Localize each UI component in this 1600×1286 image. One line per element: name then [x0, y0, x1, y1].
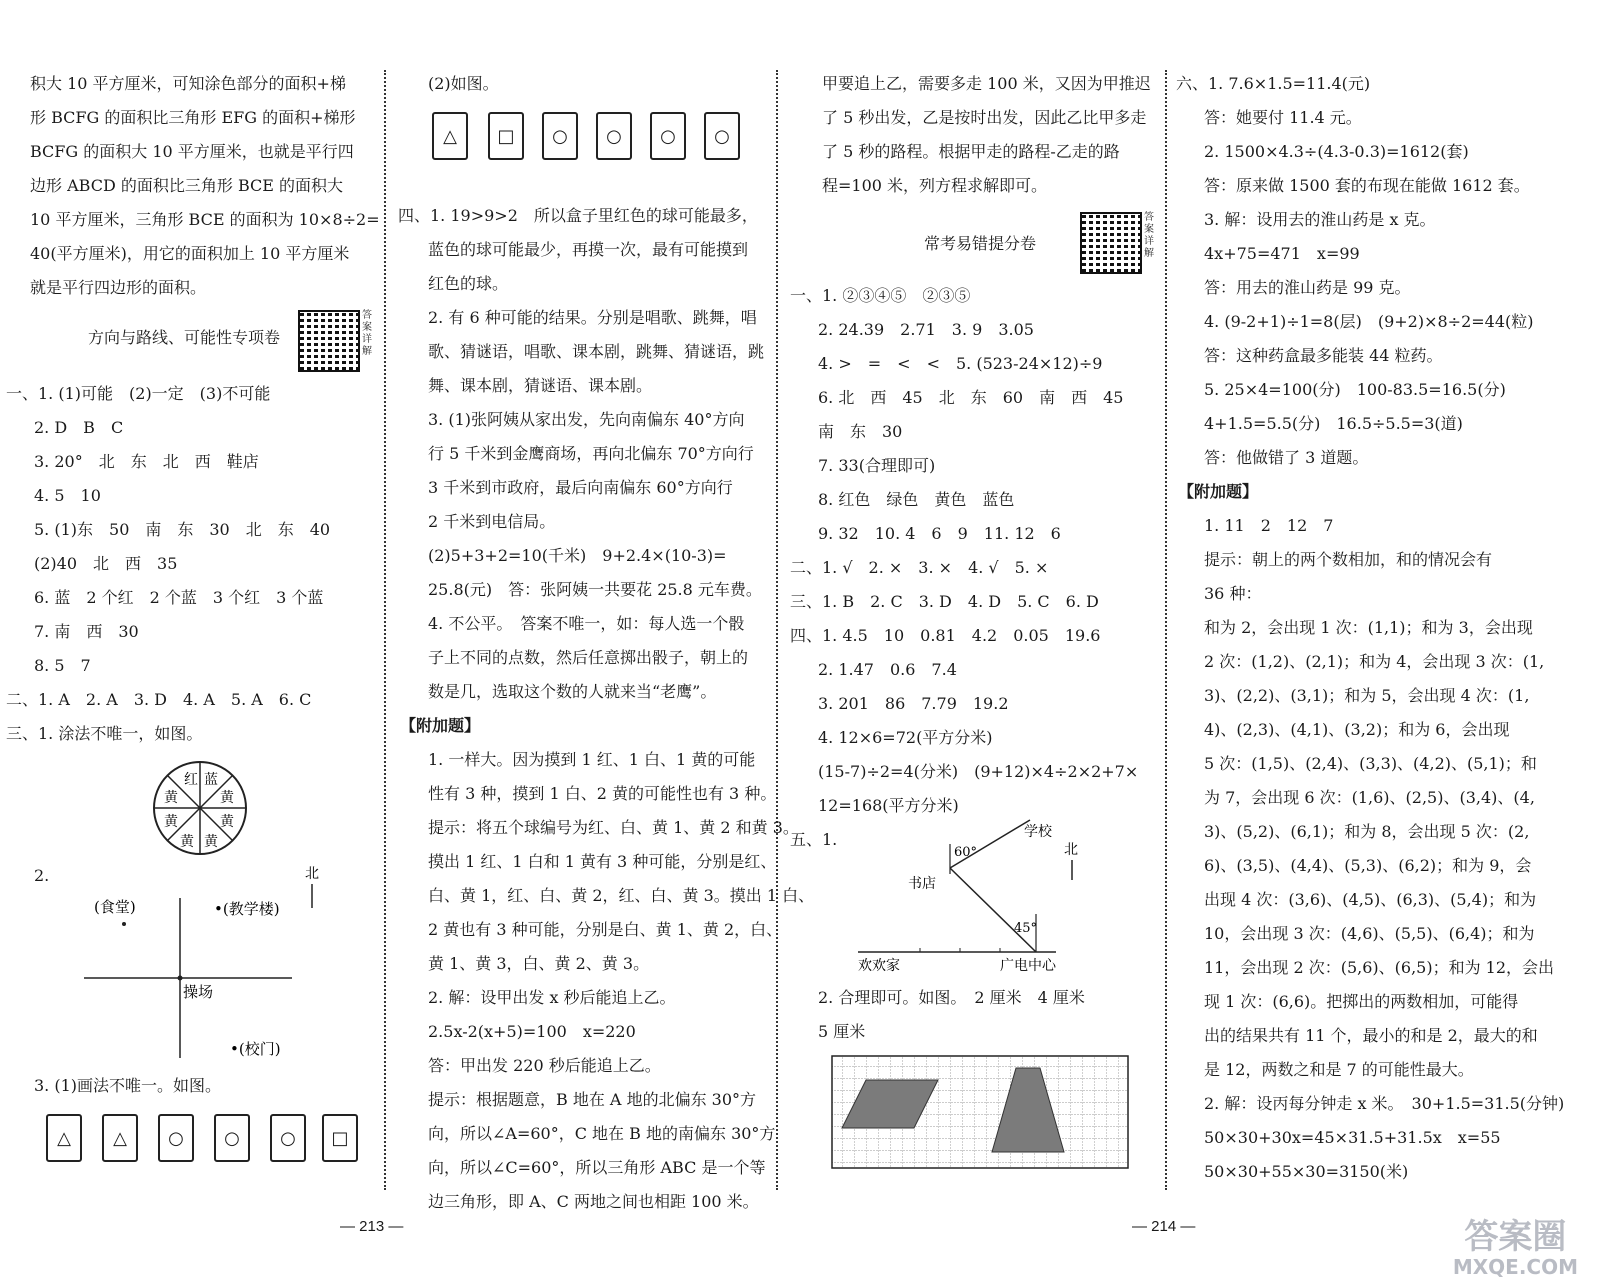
answer-line: 2. 1500×4.3÷(4.3-0.3)=1612(套) [1204, 142, 1469, 161]
hint-line: 2 次：(1,2)、(2,1)；和为 4，会出现 3 次：(1, [1204, 652, 1545, 671]
answer-line: 2. 解：设丙每分钟走 x 米。 30+1.5=31.5(分钟) [1204, 1094, 1565, 1113]
pie-label: 黄 [220, 814, 234, 830]
answer-line: 3 千米到市政府，最后向南偏东 60°方向行 [428, 478, 733, 497]
hint-line: 白、黄 1，红、白、黄 2，红、白、黄 3。摸出 1 白、 [428, 886, 815, 905]
bonus-heading: 【附加题】 [1178, 482, 1259, 501]
answer-line: 六、1. 7.6×1.5=11.4(元) [1176, 74, 1371, 93]
hint-line: 提示：朝上的两个数相加，和的情况会有 [1204, 550, 1493, 569]
hint-line: 现 1 次：(6,6)。把掷出的两数相加，可能得 [1204, 992, 1519, 1011]
pie-label: 黄 [164, 790, 178, 806]
answer-line: 2. 合理即可。如图。 2 厘米 4 厘米 [818, 988, 1085, 1007]
column-divider [1165, 70, 1167, 1190]
answer-line: 歌、猜谜语，唱歌、课本剧，跳舞、猜谜语，跳 [428, 342, 765, 361]
pie-label: 黄 [164, 814, 178, 830]
answer-line: 6. 蓝 2 个红 2 个蓝 3 个红 3 个蓝 [34, 588, 324, 607]
hint-line: 3)、(5,2)、(6,1)；和为 8，会出现 5 次：(2, [1204, 822, 1530, 841]
answer-line: 5 厘米 [818, 1022, 866, 1041]
answer-line: 2.5x-2(x+5)=100 x=220 [428, 1022, 636, 1041]
hint-line: 3)、(2,2)、(3,1)；和为 5，会出现 4 次：(1, [1204, 686, 1530, 705]
gate-label: •(校门) [230, 1040, 281, 1058]
answer-line: 二、1. A 2. A 3. D 4. A 5. A 6. C [6, 690, 312, 709]
section-title: 常考易错提分卷 [924, 234, 1037, 253]
text-line: 了 5 秒的路程。根据甲走的路程-乙走的路 [822, 142, 1120, 161]
hint-line: 10，会出现 3 次：(4,6)、(5,5)、(6,4)；和为 [1204, 924, 1535, 943]
text-line: 了 5 秒出发，乙是按时出发，因此乙比甲多走 [822, 108, 1147, 127]
hint-line: 向，所以∠C=60°，所以三角形 ABC 是一个等 [428, 1158, 766, 1177]
canteen-label: (食堂) [94, 898, 136, 916]
answer-line: 2 千米到电信局。 [428, 512, 556, 531]
teaching-building-label: •(教学楼) [214, 900, 280, 918]
answer-line: 四、1. 19>9>2 所以盒子里红色的球可能最多， [398, 206, 758, 225]
answer-line: 2. 24.39 2.71 3. 9 3.05 [818, 320, 1034, 339]
answer-line: 6. 北 西 45 北 东 60 南 西 45 [818, 388, 1124, 407]
school-label: 学校 [1024, 824, 1052, 840]
answer-line: 4. 不公平。 答案不唯一，如：每人选一个骰 [428, 614, 745, 633]
answer-line: 性有 3 种，摸到 1 白、2 黄的可能性也有 3 种。 [428, 784, 777, 803]
section-title: 方向与路线、可能性专项卷 [88, 328, 281, 347]
answer-line: 4. (9-2+1)÷1=8(层) (9+2)×8÷2=44(粒) [1204, 312, 1534, 331]
playground-label: 操场 [183, 983, 214, 1001]
answer-line: 4. 12×6=72(平方分米) [818, 728, 993, 747]
pie-label: 黄 [180, 834, 194, 850]
hint-line: 黄 1、黄 3，白、黄 2、黄 3。 [428, 954, 650, 973]
answer-line: (2)5+3+2=10(千米) 9+2.4×(10-3)= [428, 546, 727, 565]
answer-line: 答：用去的淮山药是 99 克。 [1204, 278, 1411, 297]
school-map-diagram [80, 862, 330, 1060]
north-label: 北 [305, 866, 319, 882]
page-number-left: — 213 — [340, 1218, 404, 1235]
answer-line: 50×30+30x=45×31.5+31.5x x=55 [1204, 1128, 1501, 1147]
hint-line: 提示：根据题意，B 地在 A 地的北偏东 30°方 [428, 1090, 757, 1109]
hint-line: 为 7，会出现 6 次：(1,6)、(2,5)、(3,4)、(4, [1204, 788, 1535, 807]
shape-card: △ [432, 112, 468, 160]
shape-card: ○ [596, 112, 632, 160]
answer-line: 9. 32 10. 4 6 9 11. 12 6 [818, 524, 1061, 543]
hint-line: 36 种： [1204, 584, 1262, 603]
shape-card: △ [102, 1114, 138, 1162]
hint-line: 2 黄也有 3 种可能，分别是白、黄 1、黄 2，白、 [428, 920, 783, 939]
text-line: 就是平行四边形的面积。 [30, 278, 207, 297]
angle-label: 60° [954, 845, 978, 860]
shape-card: □ [322, 1114, 358, 1162]
answer-line: 1. 一样大。因为摸到 1 红、1 白、1 黄的可能 [428, 750, 756, 769]
pie-label: 红 [184, 772, 198, 788]
answer-line: 答：原来做 1500 套的布现在能做 1612 套。 [1204, 176, 1530, 195]
hint-line: 摸出 1 红、1 白和 1 黄有 3 种可能，分别是红、 [428, 852, 777, 871]
shape-card: ○ [158, 1114, 194, 1162]
grid-shapes-diagram [830, 1054, 1130, 1170]
answer-line: 2. 1.47 0.6 7.4 [818, 660, 957, 679]
hint-line: 5 次：(1,5)、(2,4)、(3,3)、(4,2)、(5,1)；和 [1204, 754, 1537, 773]
answer-line: 4. > = < < 5. (523-24×12)÷9 [818, 354, 1103, 373]
shape-card: ○ [214, 1114, 250, 1162]
answer-line: 答：这种药盒最多能装 44 粒药。 [1204, 346, 1443, 365]
answer-line: 2. D B C [34, 418, 124, 437]
answer-line: 3. 解：设用去的淮山药是 x 克。 [1204, 210, 1436, 229]
answer-line: 1. 11 2 12 7 [1204, 516, 1334, 535]
answer-line: 8. 红色 绿色 黄色 蓝色 [818, 490, 1015, 509]
answer-line: 五、1. [790, 830, 838, 849]
answer-line: 答：甲出发 220 秒后能追上乙。 [428, 1056, 661, 1075]
watermark-logo: 答案圈 MXQE.COM [1452, 1217, 1578, 1279]
answer-line: 3. (1)张阿姨从家出发，先向南偏东 40°方向 [428, 410, 745, 429]
text-line: BCFG 的面积大 10 平方厘米，也就是平行四 [30, 142, 354, 161]
answer-line: 4. 5 10 [34, 486, 101, 505]
answer-line: 8. 5 7 [34, 656, 91, 675]
answer-line: 3. 201 86 7.79 19.2 [818, 694, 1009, 713]
answer-line: 一、1. ②③④⑤ ②③⑤ [790, 286, 971, 305]
answer-line: 4x+75=471 x=99 [1204, 244, 1360, 263]
shape-card: △ [46, 1114, 82, 1162]
hint-line: 边三角形，即 A、C 两地之间也相距 100 米。 [428, 1192, 759, 1211]
shape-card: ○ [650, 112, 686, 160]
shape-card: □ [488, 112, 524, 160]
column-divider [776, 70, 778, 1190]
answer-line: 三、1. 涂法不唯一，如图。 [6, 724, 203, 743]
hint-line: 出现 4 次：(3,6)、(4,5)、(6,3)、(5,4)；和为 [1204, 890, 1537, 909]
text-line: 40(平方厘米)，用它的面积加上 10 平方厘米 [30, 244, 350, 263]
answer-line: 2. 解：设甲出发 x 秒后能追上乙。 [428, 988, 676, 1007]
answer-line: 7. 33(合理即可) [818, 456, 936, 475]
text-line: 形 BCFG 的面积比三角形 EFG 的面积+梯形 [30, 108, 356, 127]
pie-label: 黄 [204, 834, 218, 850]
bonus-heading: 【附加题】 [400, 716, 481, 735]
north-label: 北 [1064, 842, 1078, 858]
answer-line: (15-7)÷2=4(分米) (9+12)×4÷2×2+7× [818, 762, 1139, 781]
hint-line: 和为 2，会出现 1 次：(1,1)；和为 3，会出现 [1204, 618, 1533, 637]
hint-line: 是 12，两数之和是 7 的可能性最大。 [1204, 1060, 1474, 1079]
bookstore-label: 书店 [908, 876, 936, 892]
answer-line: 数是几，选取这个数的人就来当“老鹰”。 [428, 682, 717, 701]
route-diagram [850, 814, 1090, 974]
home-label: 欢欢家 [858, 958, 900, 974]
answer-line: (2)40 北 西 35 [34, 554, 178, 573]
hint-line: 提示：将五个球编号为红、白、黄 1、黄 2 和黄 3。 [428, 818, 799, 837]
answer-line: 3. 20° 北 东 北 西 鞋店 [34, 452, 259, 471]
answer-line: 舞、课本剧，猜谜语、课本剧。 [428, 376, 653, 395]
answer-line: 答：他做错了 3 道题。 [1204, 448, 1369, 467]
answer-line: 3. (1)画法不唯一。如图。 [34, 1076, 222, 1095]
answer-line: 三、1. B 2. C 3. D 4. D 5. C 6. D [790, 592, 1099, 611]
text-line: 积大 10 平方厘米，可知涂色部分的面积+梯 [30, 74, 346, 93]
hint-line: 4)、(2,3)、(4,1)、(3,2)；和为 6，会出现 [1204, 720, 1510, 739]
hint-line: 出的结果共有 11 个，最小的和是 2，最大的和 [1204, 1026, 1538, 1045]
question-number: 2. [34, 866, 50, 885]
answer-line: 一、1. (1)可能 (2)一定 (3)不可能 [6, 384, 271, 403]
angle-label: 45° [1014, 921, 1038, 936]
answer-line: 2. 有 6 种可能的结果。分别是唱歌、跳舞，唱 [428, 308, 757, 327]
hint-line: 6)、(3,5)、(4,4)、(5,3)、(6,2)；和为 9，会 [1204, 856, 1532, 875]
text-line: 甲要追上乙，需要多走 100 米，又因为甲推迟 [822, 74, 1151, 93]
answer-line: 行 5 千米到金鹰商场，再向北偏东 70°方向行 [428, 444, 754, 463]
answer-line: 南 东 30 [818, 422, 903, 441]
text-line: 10 平方厘米，三角形 BCE 的面积为 10×8÷2= [30, 210, 380, 229]
answer-line: (2)如图。 [428, 74, 499, 93]
shape-card: ○ [270, 1114, 306, 1162]
qr-caption: 答案详解 [1144, 212, 1154, 259]
answer-line: 答：她要付 11.4 元。 [1204, 108, 1362, 127]
qr-code-icon[interactable] [298, 310, 360, 372]
pie-label: 蓝 [204, 772, 218, 788]
answer-line: 25.8(元) 答：张阿姨一共要花 25.8 元车费。 [428, 580, 762, 599]
answer-line: 红色的球。 [428, 274, 509, 293]
text-line: 边形 ABCD 的面积比三角形 BCE 的面积大 [30, 176, 344, 195]
answer-line: 四、1. 4.5 10 0.81 4.2 0.05 19.6 [790, 626, 1101, 645]
answer-line: 4+1.5=5.5(分) 16.5÷5.5=3(道) [1204, 414, 1463, 433]
shape-card: ○ [542, 112, 578, 160]
answer-line: 5. (1)东 50 南 东 30 北 东 40 [34, 520, 331, 539]
answer-line: 5. 25×4=100(分) 100-83.5=16.5(分) [1204, 380, 1506, 399]
hint-line: 向，所以∠A=60°，C 地在 B 地的南偏东 30°方 [428, 1124, 776, 1143]
colored-wheel-diagram [150, 758, 250, 858]
qr-caption: 答案详解 [362, 310, 372, 357]
answer-line: 7. 南 西 30 [34, 622, 139, 641]
hint-line: 11，会出现 2 次：(5,6)、(6,5)；和为 12，会出 [1204, 958, 1555, 977]
answer-line: 蓝色的球可能最少，再摸一次，最有可能摸到 [428, 240, 749, 259]
answer-line: 子上不同的点数，然后任意掷出骰子，朝上的 [428, 648, 749, 667]
page-number-right: — 214 — [1132, 1218, 1196, 1235]
column-divider [384, 70, 386, 1190]
answer-line: 50×30+55×30=3150(米) [1204, 1162, 1409, 1181]
qr-code-icon[interactable] [1080, 212, 1142, 274]
answer-line: 12=168(平方分米) [818, 796, 959, 815]
shape-card: ○ [704, 112, 740, 160]
answer-line: 二、1. √ 2. × 3. × 4. √ 5. × [790, 558, 1049, 577]
broadcast-center-label: 广电中心 [1000, 958, 1056, 974]
text-line: 程=100 米，列方程求解即可。 [822, 176, 1048, 195]
pie-label: 黄 [220, 790, 234, 806]
